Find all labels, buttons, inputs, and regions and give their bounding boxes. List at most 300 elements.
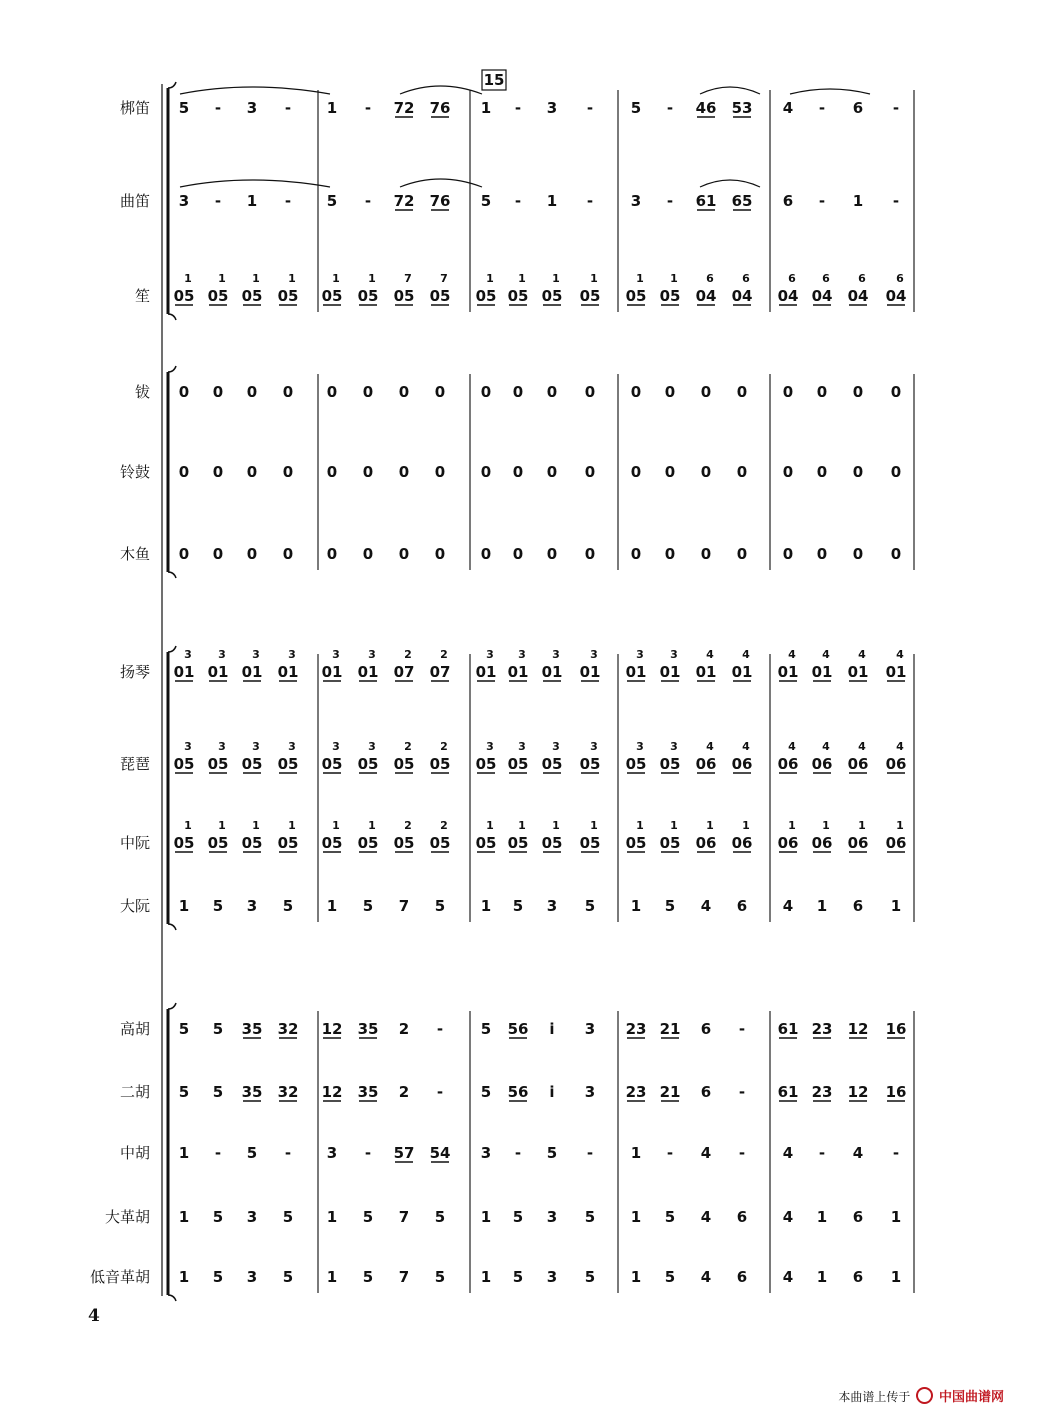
note: 0 [246,383,258,401]
slur [180,180,330,187]
instrument-label: 木鱼 [119,545,150,563]
note: 0 [782,463,794,481]
note: 0 [700,545,712,563]
chord-upper-note: 1 [252,272,260,285]
note: 0 [362,463,374,481]
note: 3 [546,1208,558,1226]
note: 0 [398,545,410,563]
note: 0 [736,383,748,401]
upload-credit [838,1386,1004,1405]
chord-upper-note: 1 [552,272,560,285]
note: 0 [546,545,558,563]
chord-upper-note: 3 [590,740,598,753]
note: 05 [625,287,647,305]
note: 05 [207,287,229,305]
chord-upper-note: 3 [552,648,560,661]
note: - [514,192,522,210]
note: 6 [736,1208,748,1226]
note: 65 [731,192,753,210]
instrument-label: 琵琶 [119,755,150,773]
chord-upper-note: 3 [636,740,644,753]
rehearsal-mark: 15 [483,71,505,89]
note: 0 [852,545,864,563]
note: 4 [782,897,794,915]
note: 0 [512,463,524,481]
chord-upper-note: 2 [440,819,448,832]
note: 5 [512,1268,524,1286]
instrument-label: 铃鼓 [119,463,150,481]
note: 76 [429,99,451,117]
note: 01 [659,663,681,681]
note: 4 [852,1144,864,1162]
note: 01 [731,663,753,681]
note: 21 [659,1083,681,1101]
note: 0 [246,545,258,563]
chord-upper-note: 1 [486,819,494,832]
note: 01 [357,663,379,681]
note: 35 [241,1020,263,1038]
note: 4 [782,99,794,117]
chord-upper-note: 7 [404,272,412,285]
note: 1 [178,1268,190,1286]
note: 01 [777,663,799,681]
note: 04 [777,287,799,305]
note: 23 [625,1020,647,1038]
note: 0 [212,545,224,563]
note: - [586,1144,594,1162]
chord-upper-note: 1 [518,272,526,285]
note: 4 [700,1144,712,1162]
instrument-label: 笙 [134,287,150,305]
chord-upper-note: 2 [440,648,448,661]
chord-upper-note: 1 [788,819,796,832]
note: 05 [321,755,343,773]
instrument-label: 扬琴 [119,663,150,681]
note: 05 [625,834,647,852]
chord-upper-note: 3 [184,740,192,753]
chord-upper-note: 1 [368,819,376,832]
chord-upper-note: 6 [896,272,904,285]
note: 1 [890,897,902,915]
note: 6 [736,1268,748,1286]
slur [180,87,330,94]
chord-upper-note: 4 [706,740,714,753]
note: 1 [480,99,492,117]
note: - [586,192,594,210]
note: - [666,99,674,117]
note: 56 [507,1020,529,1038]
note: 0 [664,545,676,563]
chord-upper-note: 3 [288,740,296,753]
note: 1 [630,1208,642,1226]
note: 0 [398,383,410,401]
chord-upper-note: 1 [184,819,192,832]
chord-upper-note: 1 [486,272,494,285]
note: - [892,99,900,117]
note: 1 [480,897,492,915]
chord-upper-note: 1 [218,819,226,832]
note: 1 [816,1208,828,1226]
note: 05 [393,287,415,305]
note: 3 [246,1268,258,1286]
note: 4 [782,1268,794,1286]
note: - [364,192,372,210]
note: 5 [362,1208,374,1226]
chord-upper-note: 1 [706,819,714,832]
note: 1 [326,1208,338,1226]
note: 5 [212,1083,224,1101]
note: 5 [664,1268,676,1286]
note: 01 [207,663,229,681]
note: 1 [816,1268,828,1286]
note: 76 [429,192,451,210]
note: - [586,99,594,117]
note: 35 [241,1083,263,1101]
chord-upper-note: 1 [590,819,598,832]
note: 72 [393,192,415,210]
note: - [514,1144,522,1162]
note: 2 [398,1083,410,1101]
note: 06 [731,834,753,852]
note: 01 [695,663,717,681]
note: 05 [475,287,497,305]
note: 0 [326,545,338,563]
note: 07 [393,663,415,681]
note: 5 [480,1083,492,1101]
chord-upper-note: 3 [518,740,526,753]
chord-upper-note: 3 [218,740,226,753]
chord-upper-note: 4 [742,648,750,661]
chord-upper-note: 2 [404,740,412,753]
upload-credit-text: 本曲谱上传于 [838,1390,911,1404]
note: 5 [362,897,374,915]
note: 5 [480,192,492,210]
note: 32 [277,1020,299,1038]
note: 05 [173,287,195,305]
note: - [284,192,292,210]
note: 5 [282,1208,294,1226]
note: 0 [584,463,596,481]
note: 5 [282,1268,294,1286]
note: 56 [507,1083,529,1101]
note: 3 [246,1208,258,1226]
note: 0 [782,383,794,401]
chord-upper-note: 4 [788,648,796,661]
note: - [818,192,826,210]
note: 3 [546,1268,558,1286]
note: 1 [480,1208,492,1226]
site-logo-icon [916,1387,933,1404]
note: 05 [241,287,263,305]
note: 6 [852,1268,864,1286]
chord-upper-note: 2 [404,819,412,832]
note: 01 [507,663,529,681]
note: 23 [811,1083,833,1101]
note: 04 [731,287,753,305]
note: 35 [357,1083,379,1101]
chord-upper-note: 3 [252,740,260,753]
note: 0 [630,463,642,481]
note: 0 [362,383,374,401]
note: 01 [541,663,563,681]
note: 05 [173,834,195,852]
instrument-label: 中胡 [119,1144,150,1162]
note: 0 [816,383,828,401]
note: 0 [816,545,828,563]
chord-upper-note: 7 [440,272,448,285]
note: 0 [664,463,676,481]
note: 46 [695,99,717,117]
chord-upper-note: 4 [858,740,866,753]
slur [790,89,870,94]
chord-upper-note: 6 [706,272,714,285]
note: 57 [393,1144,415,1162]
chord-upper-note: 6 [788,272,796,285]
note: 6 [700,1083,712,1101]
note: 1 [546,192,558,210]
note: 05 [321,834,343,852]
chord-upper-note: 1 [896,819,904,832]
note: 5 [434,1268,446,1286]
chord-upper-note: 1 [368,272,376,285]
note: 7 [398,897,410,915]
note: 5 [212,1208,224,1226]
note: 16 [885,1020,907,1038]
chord-upper-note: 1 [670,819,678,832]
chord-upper-note: 3 [332,740,340,753]
note: 06 [811,755,833,773]
note: 23 [625,1083,647,1101]
note: 01 [811,663,833,681]
note: 0 [480,545,492,563]
instrument-label: 中阮 [119,834,150,852]
chord-upper-note: 1 [288,819,296,832]
note: 0 [584,545,596,563]
note: 1 [890,1268,902,1286]
note: 05 [207,755,229,773]
chord-upper-note: 3 [184,648,192,661]
chord-upper-note: 1 [332,819,340,832]
note: 1 [630,897,642,915]
note: 0 [434,383,446,401]
note: 6 [852,897,864,915]
chord-upper-note: 1 [590,272,598,285]
chord-upper-note: 1 [332,272,340,285]
note: 0 [282,383,294,401]
note: 5 [664,897,676,915]
chord-upper-note: 3 [368,648,376,661]
instrument-label: 低音革胡 [89,1268,150,1286]
chord-upper-note: 3 [288,648,296,661]
note: 12 [847,1020,869,1038]
note: 05 [579,834,601,852]
note: 06 [731,755,753,773]
note: - [892,192,900,210]
note: - [738,1144,746,1162]
page-number: 4 [88,1306,100,1326]
chord-upper-note: 6 [742,272,750,285]
chord-upper-note: 6 [858,272,866,285]
note: 54 [429,1144,451,1162]
note: 3 [584,1083,596,1101]
note: 05 [241,834,263,852]
note: 5 [512,897,524,915]
chord-upper-note: 1 [252,819,260,832]
note: 5 [546,1144,558,1162]
note: 3 [480,1144,492,1162]
chord-upper-note: 3 [552,740,560,753]
note: 32 [277,1083,299,1101]
note: 3 [546,897,558,915]
note: 61 [695,192,717,210]
chord-upper-note: 3 [590,648,598,661]
chord-upper-note: 2 [440,740,448,753]
note: 05 [321,287,343,305]
note: 5 [480,1020,492,1038]
chord-upper-note: 4 [896,648,904,661]
note: 05 [659,755,681,773]
instrument-label: 梆笛 [119,99,150,117]
note: 0 [434,463,446,481]
note: 7 [398,1208,410,1226]
note: 0 [816,463,828,481]
note: - [214,99,222,117]
note: 0 [890,463,902,481]
note: 0 [178,383,190,401]
note: 0 [512,545,524,563]
note: 0 [546,463,558,481]
chord-upper-note: 3 [670,740,678,753]
note: 06 [847,834,869,852]
note: 05 [277,834,299,852]
note: 01 [475,663,497,681]
chord-upper-note: 1 [670,272,678,285]
note: 0 [178,463,190,481]
note: 0 [326,383,338,401]
note: 5 [434,897,446,915]
note: - [284,1144,292,1162]
chord-upper-note: 4 [706,648,714,661]
note: 01 [625,663,647,681]
note: 4 [700,1208,712,1226]
note: 3 [584,1020,596,1038]
note: 0 [326,463,338,481]
note: 5 [512,1208,524,1226]
note: 3 [246,99,258,117]
note: 0 [630,545,642,563]
note: 5 [434,1208,446,1226]
note: 5 [178,1020,190,1038]
note: 1 [326,1268,338,1286]
note: 0 [630,383,642,401]
note: 3 [326,1144,338,1162]
note: 01 [241,663,263,681]
note: 0 [480,383,492,401]
note: 23 [811,1020,833,1038]
chord-upper-note: 1 [858,819,866,832]
chord-upper-note: 4 [742,740,750,753]
note: 0 [700,463,712,481]
slur [700,180,760,187]
note: 05 [579,755,601,773]
note: 06 [777,834,799,852]
instrument-label: 大阮 [119,897,150,915]
note: 6 [782,192,794,210]
instrument-label: 二胡 [119,1083,150,1101]
instrument-label: 大革胡 [104,1208,150,1226]
note: 06 [847,755,869,773]
chord-upper-note: 3 [332,648,340,661]
note: 01 [173,663,195,681]
note: 61 [777,1083,799,1101]
note: 05 [659,834,681,852]
note: 5 [362,1268,374,1286]
note: 01 [847,663,869,681]
note: 4 [782,1144,794,1162]
note: 05 [429,834,451,852]
note: 05 [357,287,379,305]
note: i [549,1020,555,1038]
note: 5 [178,1083,190,1101]
note: - [514,99,522,117]
note: 5 [584,1208,596,1226]
note: - [818,99,826,117]
chord-upper-note: 2 [404,648,412,661]
note: 4 [700,1268,712,1286]
note: 0 [664,383,676,401]
note: 0 [584,383,596,401]
note: 3 [178,192,190,210]
note: 1 [890,1208,902,1226]
note: 0 [398,463,410,481]
chord-upper-note: 3 [486,740,494,753]
note: 01 [277,663,299,681]
note: 5 [630,99,642,117]
note: 5 [246,1144,258,1162]
note: 5 [584,1268,596,1286]
note: 05 [393,834,415,852]
note: 05 [475,755,497,773]
note: 01 [885,663,907,681]
instrument-label: 曲笛 [119,192,150,210]
note: 5 [212,1020,224,1038]
chord-upper-note: 3 [252,648,260,661]
note: 05 [241,755,263,773]
note: 1 [852,192,864,210]
note: 21 [659,1020,681,1038]
note: 05 [541,834,563,852]
note: 1 [178,897,190,915]
note: 06 [695,755,717,773]
note: 16 [885,1083,907,1101]
note: 0 [852,383,864,401]
note: 05 [541,287,563,305]
chord-upper-note: 1 [636,272,644,285]
note: 5 [664,1208,676,1226]
note: 5 [178,99,190,117]
note: 5 [326,192,338,210]
note: 04 [811,287,833,305]
note: 01 [579,663,601,681]
chord-upper-note: 1 [184,272,192,285]
note: 1 [326,99,338,117]
note: 0 [736,545,748,563]
chord-upper-note: 3 [486,648,494,661]
note: 4 [782,1208,794,1226]
note: 6 [852,1208,864,1226]
note: 0 [700,383,712,401]
note: 35 [357,1020,379,1038]
